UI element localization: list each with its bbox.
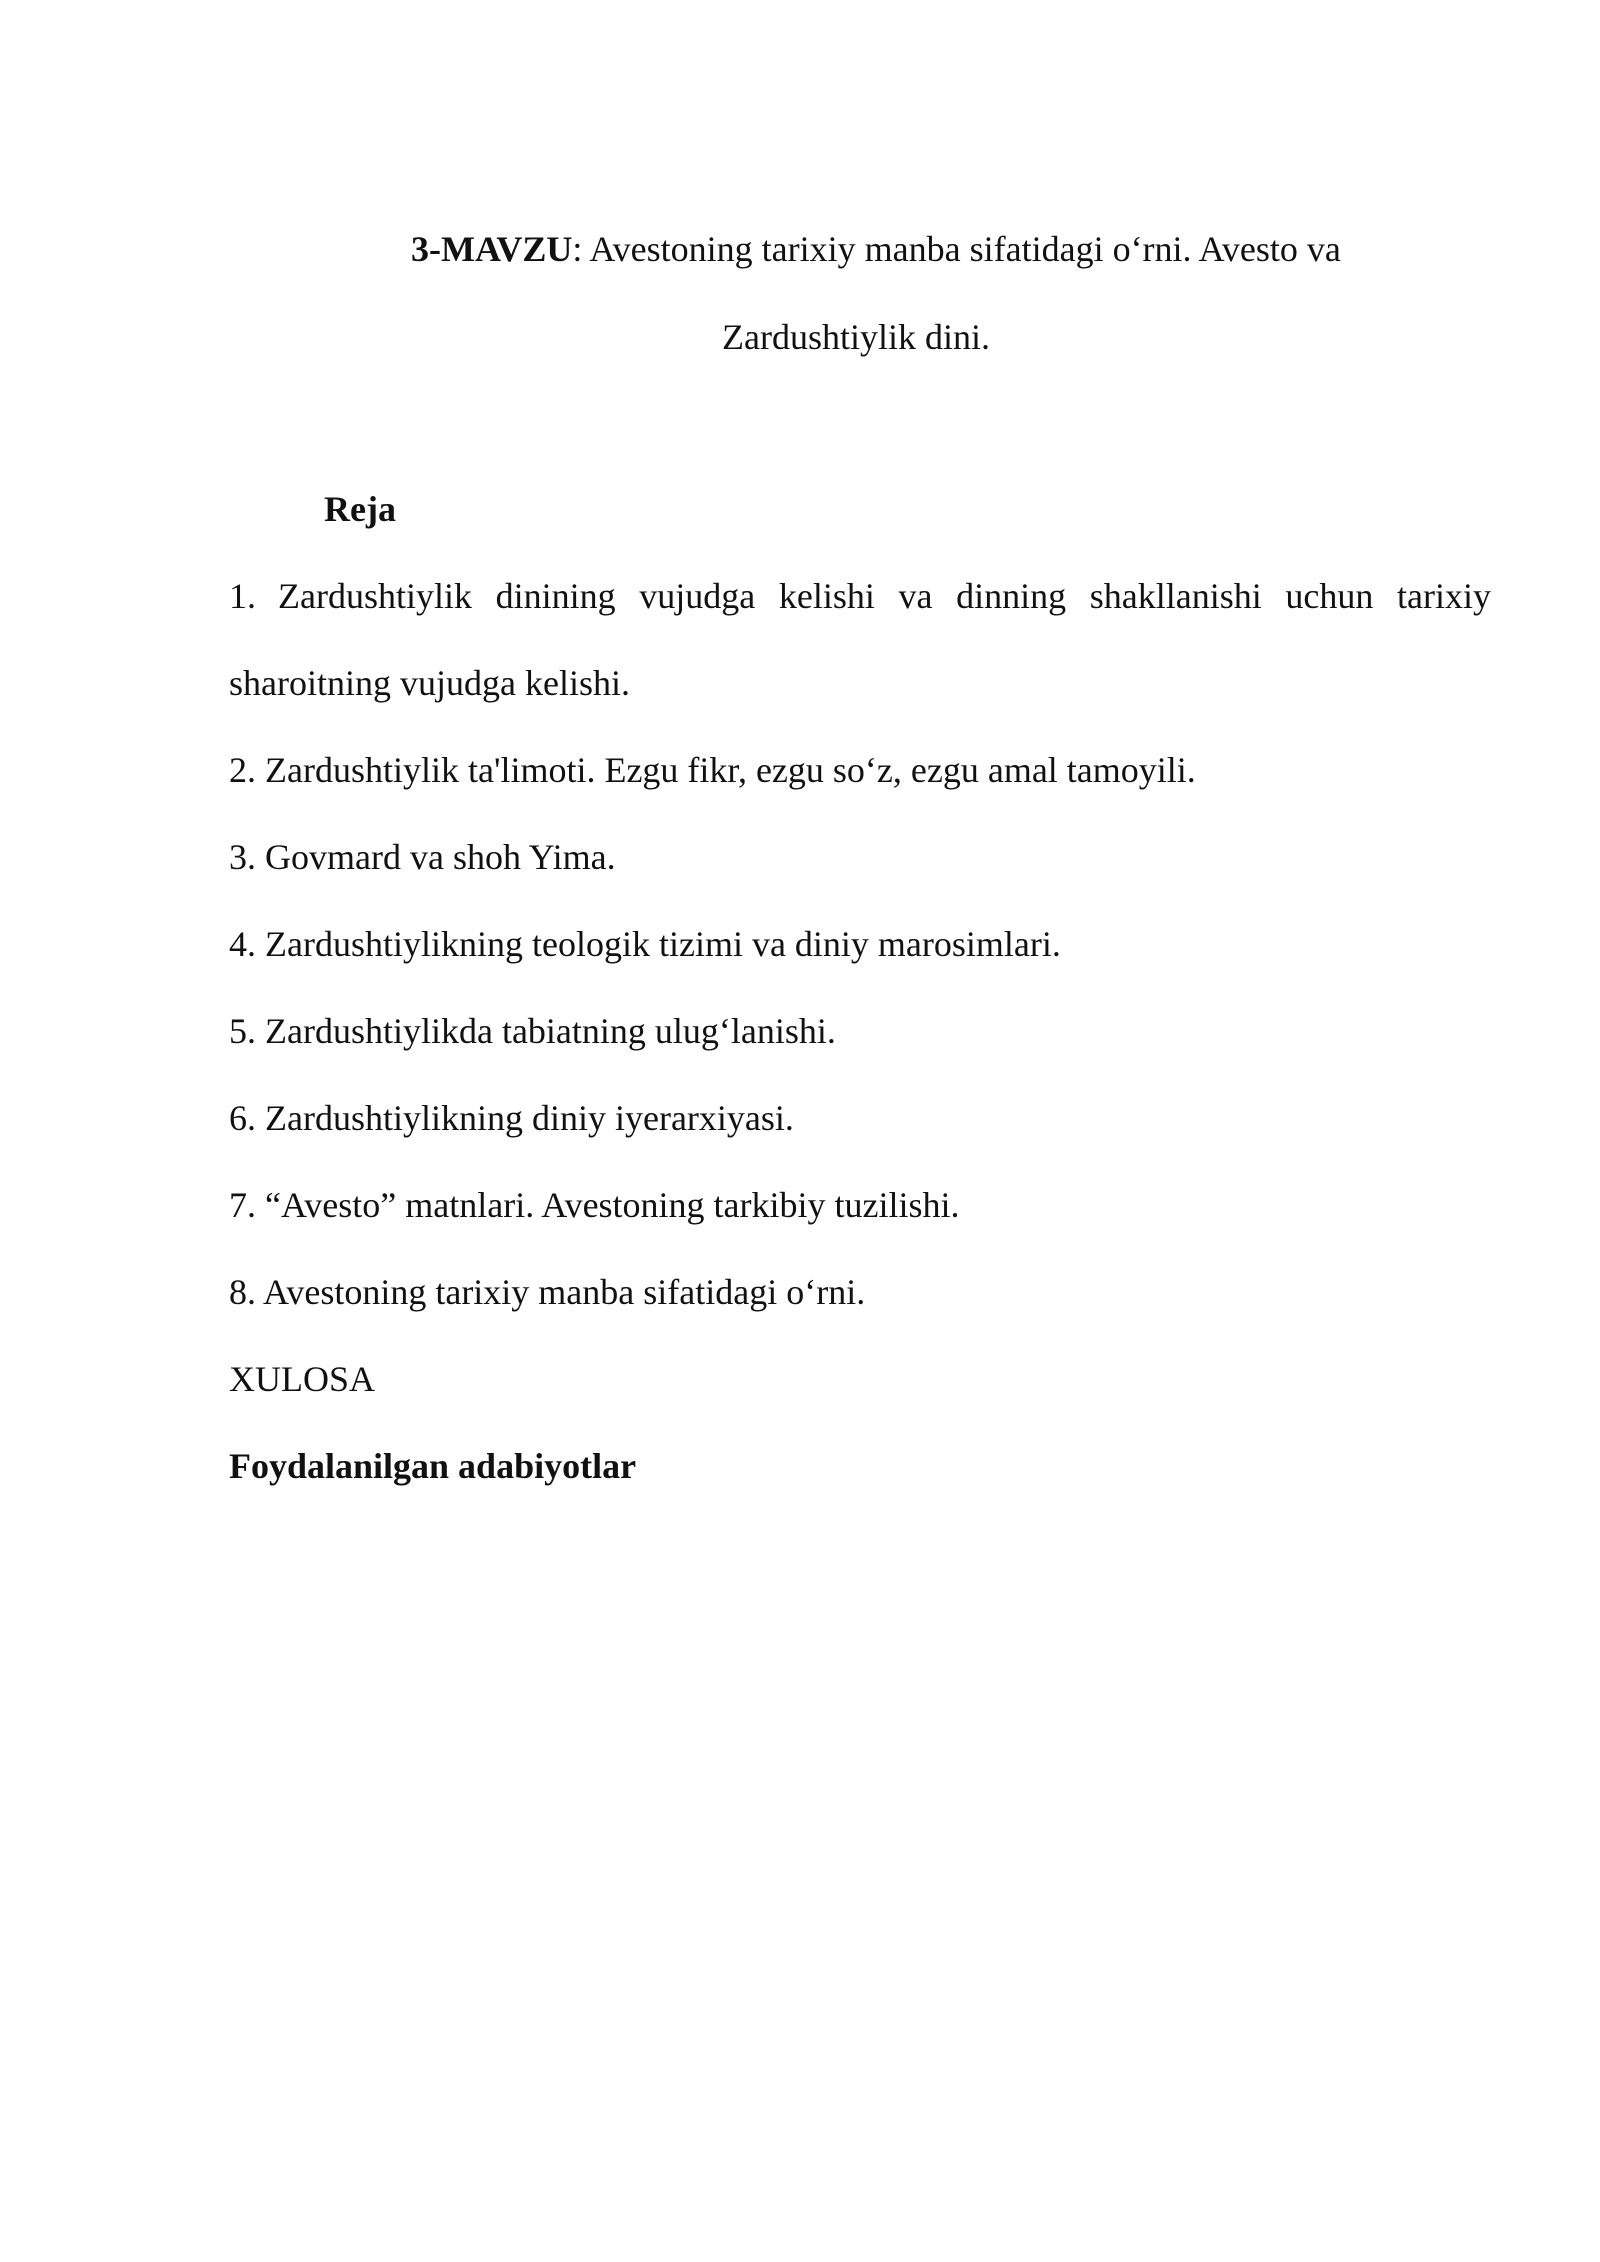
plan-item-3: 3. Govmard va shoh Yima.	[229, 837, 616, 877]
plan-item-1-text: Zardushtiylik dinining vujudga kelishi va dinning shakllanishi uchun tarixiy	[278, 576, 1491, 616]
topic-number: 3-MAVZU	[411, 229, 573, 269]
plan-item-4: 4. Zardushtiylikning teologik tizimi va diniy marosimlari.	[229, 924, 1061, 964]
plan-item-8: 8. Avestoning tarixiy manba sifatidagi o‘rni.	[229, 1272, 866, 1312]
plan-item-1	[229, 574, 1491, 618]
references-heading: Foydalanilgan adabiyotlar	[229, 1446, 637, 1486]
plan-item-1-number: 1.	[229, 576, 256, 616]
plan-item-5: 5. Zardushtiylikda tabiatning ulug‘lanishi.	[229, 1011, 836, 1051]
document-title-line-2: Zardushtiylik dini.	[722, 317, 990, 357]
plan-heading: Reja	[324, 489, 396, 529]
plan-item-7: 7. “Avesto” matnlari. Avestoning tarkibiy tuzilishi.	[229, 1185, 960, 1225]
conclusion-heading: XULOSA	[229, 1359, 376, 1399]
document-title-line-1	[411, 227, 1341, 271]
topic-title: : Avestoning tarixiy manba sifatidagi o‘rni. Avesto va	[572, 229, 1341, 269]
plan-item-2: 2. Zardushtiylik ta'limoti. Ezgu fikr, ezgu so‘z, ezgu amal tamoyili.	[229, 750, 1196, 790]
plan-item-1-continuation: sharoitning vujudga kelishi.	[229, 663, 630, 703]
plan-item-6: 6. Zardushtiylikning diniy iyerarxiyasi.	[229, 1098, 794, 1138]
